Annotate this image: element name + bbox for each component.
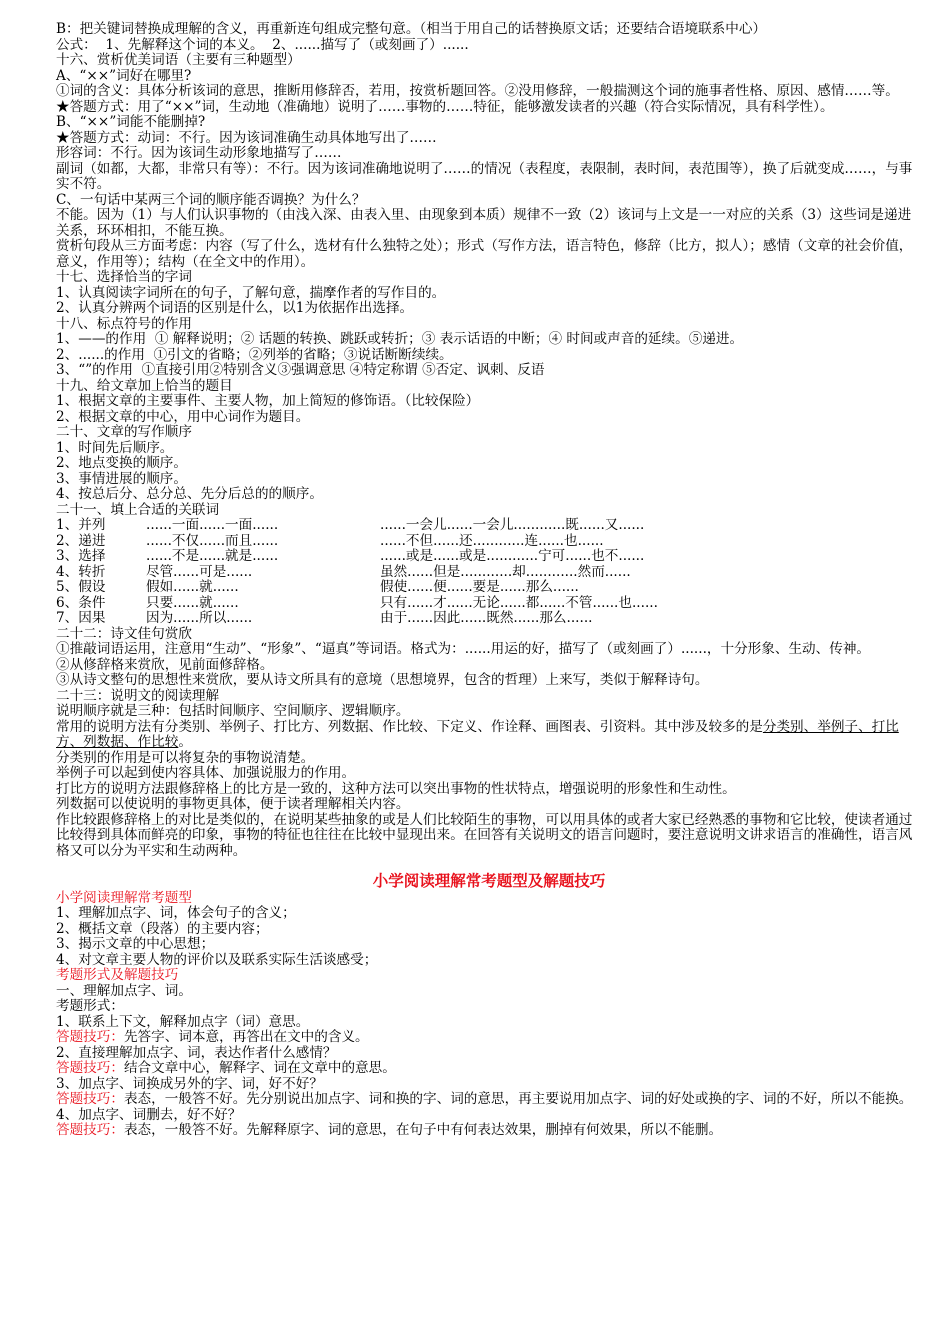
line-text: ①词的含义：具体分析该词的意思，推断用修辞否，若用，按赏析题回答。②没用修辞，一般揣测这个词的施事者性格、原因、感情……等。: [56, 83, 899, 99]
line-text: 1、理解加点字、词，体会句子的含义；: [56, 905, 296, 921]
answer-tip-label: 答题技巧：: [56, 1060, 124, 1076]
partD-line: [26, 1123, 922, 1139]
line-text: 4、按总后分、总分总、先分后总的的顺序。: [56, 486, 323, 502]
conjunction-row: [56, 565, 658, 581]
line-text: ①推敲词语运用，注意用“生动”、“形象”、“逼真”等词语。格式为：......用运的好，描写了（或刻画了）......，十分形象、生动、传神。: [56, 641, 871, 657]
partB-line: [26, 704, 922, 720]
line-text: 举例子可以起到使内容具体、加强说服力的作用。: [56, 765, 356, 781]
partA-line: [26, 146, 922, 162]
line-text: 3、事情进展的顺序。: [56, 470, 187, 487]
line-text: 1、——的作用 ① 解释说明；② 话题的转换、跳跃或转折；③ 表示话语的中断；④ 时间或声音的延续。⑤递进。: [56, 331, 744, 347]
conjunction-row: [56, 596, 658, 612]
conjunction-row: [56, 549, 658, 565]
partA-line: [26, 286, 922, 302]
conjunction-pair-a: 尽管......可是......: [146, 563, 253, 580]
line-text: 2、地点变换的顺序。: [56, 455, 187, 471]
partD-line: [26, 1015, 922, 1031]
partA-line: [26, 456, 922, 472]
line-text: 十八、标点符号的作用: [56, 315, 192, 332]
line-text: 赏析句段从三方面考虑：内容（写了什么，选材有什么独特之处）；形式（写作方法，语言特色，修辞（比方，拟人）；感情（文章的社会价值，意义，作用等）；结构（在全文中的作用）。: [56, 238, 913, 270]
conjunction-pair-a: ......不是......就是......: [146, 548, 279, 564]
line-text: 表态，一般答不好。先分别说出加点字、词和换的字、词的意思，再主要说用加点字、词的好处或换的字、词的不好，所以不能换。: [123, 1091, 913, 1107]
conjunction-row: [56, 611, 658, 627]
conjunction-type: 1、并列: [56, 517, 106, 533]
conjunction-pair-b: 由于......因此......既然......那么......: [380, 610, 593, 626]
answer-tip-label: 答题技巧：: [56, 1091, 124, 1107]
partA-line: [26, 394, 922, 410]
partC-line: [26, 751, 922, 767]
line-text: 形容词：不行。因为该词生动形象地描写了……: [56, 145, 342, 161]
methods-end: 。: [178, 734, 192, 750]
line-text: B：把关键词替换成理解的含义，再重新连句组成完整句意。（相当于用自己的话替换原文话；还要结合语境联系中心）: [56, 21, 767, 37]
partA-line: [26, 472, 922, 488]
line-text: 作比较跟修辞格上的对比是类似的，在说明某些抽象的或是人们比较陌生的事物，可以用具体的或者大家已经熟悉的事物和它比较，使读者通过比较得到具体而鲜亮的印象，事物的特征也往往在比较中显现出来。在回答有关说明文的语言问题时，要注意说明文讲求语言的准确性，语言风格又可以分为平实和生动两种。: [56, 811, 913, 859]
line-text: 十九、给文章加上恰当的题目: [56, 377, 233, 394]
partA-line: [26, 162, 922, 193]
conjunction-pair-b: ......或是......或是............宁可......也不......: [380, 548, 645, 564]
conjunction-pair-a: 因为......所以......: [146, 610, 253, 626]
line-text: 二十一、填上合适的关联词: [56, 501, 220, 518]
partD-line: [26, 999, 922, 1015]
section-part-c: [26, 751, 922, 860]
section-title: 小学阅读理解常考题型及解题技巧: [372, 871, 606, 890]
partA-line: [26, 38, 922, 54]
conjunction-pair-a: 只要......就......: [146, 594, 239, 611]
line-text: 2、概括文章（段落）的主要内容；: [56, 920, 269, 937]
line-text: 不能。因为（1）与人们认识事物的（由浅入深、由表入里、由现象到本质）规律不一致（2）该词与上文是一一对应的关系（3）这些词是递进关系，环环相扣，不能互换。: [56, 207, 912, 239]
partA-line: [26, 115, 922, 131]
partA-line: [26, 425, 922, 441]
partC-line: [26, 766, 922, 782]
partD-line: [26, 1092, 922, 1108]
partC-line: [26, 782, 922, 798]
conjunction-pair-a: 假如......就......: [146, 579, 239, 595]
line-text: B、“××”词能不能删掉?: [56, 114, 206, 130]
line-text: A、“××”词好在哪里?: [56, 67, 192, 84]
line-text: 小学阅读理解常考题型: [56, 889, 192, 906]
conjunction-pair-a: ......一面......一面......: [146, 517, 279, 533]
partD-line: [26, 906, 922, 922]
partA-line: [26, 410, 922, 426]
partC-line: [26, 797, 922, 813]
partD-line: [26, 1077, 922, 1093]
partD-line: [26, 922, 922, 938]
line-text: ②从修辞格来赏欣，见前面修辞格。: [56, 656, 274, 673]
line-text: 公式： 1、先解释这个词的本义。 2、......描写了（或刻画了）......: [56, 36, 469, 53]
methods-intro: 常用的说明方法有分类别、举例子、打比方、列数据、作比较、下定义、作诠释、画图表、引资料。其中涉及较多的是: [56, 718, 763, 735]
conjunction-row: [56, 534, 658, 550]
line-text: 4、加点字、词删去，好不好？: [56, 1106, 242, 1123]
partB-line: [26, 689, 922, 705]
section-part-b: [26, 627, 922, 720]
partA-line: [26, 441, 922, 457]
line-text: 十七、选择恰当的字词: [56, 269, 192, 285]
line-text: ★答题方式：动词：不行。因为该词准确生动具体地写出了……: [56, 129, 437, 146]
conjunction-type: 3、选择: [56, 548, 106, 564]
partA-line: [26, 487, 922, 503]
partA-line: [26, 69, 922, 85]
line-text: 先答字、词本意，再答出在文中的含义。: [123, 1029, 369, 1045]
explanation-methods-paragraph: [26, 720, 922, 751]
partA-line: [26, 363, 922, 379]
partA-line: [26, 379, 922, 395]
line-text: ★答题方式：用了“××”词，生动地（准确地）说明了……事物的……特征，能够激发读者的兴趣（符合实际情况，具有科学性）。: [56, 98, 834, 115]
partA-line: [26, 348, 922, 364]
partA-line: [26, 131, 922, 147]
partA-line: [26, 22, 922, 38]
partA-line: [26, 84, 922, 100]
line-text: 列数据可以使说明的事物更具体，便于读者理解相关内容。: [56, 796, 410, 812]
conjunction-pair-a: ......不仅......而且......: [146, 532, 279, 549]
conjunction-pair-b: ......不但......还............连......也......: [380, 532, 604, 549]
line-text: 2、直接理解加点字、词，表达作者什么感情？: [56, 1044, 337, 1061]
partD-line: [26, 953, 922, 969]
conjunction-table: [56, 518, 658, 627]
line-text: 3、加点字、词换成另外的字、词，好不好？: [56, 1075, 323, 1092]
line-text: 说明顺序就是三种：包括时间顺序、空间顺序、逻辑顺序。: [56, 703, 410, 719]
answer-tip-label: 答题技巧：: [56, 1029, 124, 1045]
partA-line: [26, 317, 922, 333]
partA-line: [26, 208, 922, 239]
line-text: 二十三：说明文的阅读理解: [56, 687, 220, 704]
partA-line: [26, 100, 922, 116]
partD-line: [26, 891, 922, 907]
line-text: 二十、文章的写作顺序: [56, 424, 192, 440]
conjunction-pair-b: 只有......才......无论......都......不管......也......: [380, 594, 658, 611]
line-text: 打比方的说明方法跟修辞格上的比方是一致的，这种方法可以突出事物的性状特点，增强说明的形象性和生动性。: [56, 780, 736, 797]
partA-line: [26, 270, 922, 286]
section-part-a: [26, 22, 922, 518]
conjunction-pair-b: 假使......便......要是......那么......: [380, 579, 579, 595]
line-text: 1、认真阅读字词所在的句子，了解句意，揣摩作者的写作目的。: [56, 284, 446, 301]
line-text: ③从诗文整句的思想性来赏欣，要从诗文所具有的意境（思想境界，包含的哲理）上来写，类似于解释诗句。: [56, 672, 709, 688]
line-text: 2、认真分辨两个词语的区别是什么，以1为依据作出选择。: [56, 300, 414, 316]
conjunction-pair-b: 虽然......但是............却............然而......: [380, 563, 631, 580]
conjunction-type: 5、假设: [56, 579, 106, 595]
partA-line: [26, 503, 922, 519]
line-text: 一、理解加点字、词。: [56, 982, 192, 999]
conjunction-type: 6、条件: [56, 594, 106, 611]
line-text: 表态，一般答不好。先解释原字、词的意思，在句子中有何表达效果，删掉有何效果，所以不能删。: [123, 1122, 723, 1138]
partA-line: [26, 239, 922, 270]
line-text: 十六、赏析优美词语（主要有三种题型）: [56, 52, 301, 68]
line-text: 1、联系上下文，解释加点字（词）意思。: [56, 1013, 310, 1030]
partD-line: [26, 968, 922, 984]
line-text: 考题形式：: [56, 998, 124, 1014]
line-text: 二十二：诗文佳句赏欣: [56, 625, 192, 642]
partB-line: [26, 627, 922, 643]
partC-line: [26, 813, 922, 860]
partB-line: [26, 673, 922, 689]
line-text: 4、对文章主要人物的评价以及联系实际生活谈感受；: [56, 951, 378, 968]
conjunction-type: 2、递进: [56, 532, 106, 549]
partD-line: [26, 984, 922, 1000]
methods-underlined: 分类别、举例子、打比方、列数据、作比较: [56, 718, 899, 750]
conjunction-pair-b: ......一会儿......一会儿............既......又......: [380, 517, 645, 533]
partD-line: [26, 1061, 922, 1077]
partB-line: [26, 642, 922, 658]
line-text: 结合文章中心，解释字、词在文章中的意思。: [123, 1060, 396, 1076]
section-part-d: [26, 891, 922, 1139]
line-text: C、一句话中某两三个词的顺序能否调换？为什么？: [56, 191, 366, 208]
line-text: 3、揭示文章的中心思想；: [56, 936, 215, 952]
line-text: 3、“”的作用 ①直接引用②特别含义③强调意思 ④特定称谓 ⑤否定、讽刺、反语: [56, 362, 545, 378]
line-text: 分类别的作用是可以将复杂的事物说清楚。: [56, 749, 315, 766]
line-text: 1、根据文章的主要事件、主要人物，加上简短的修饰语。（比较保险）: [56, 393, 480, 409]
line-text: 2、根据文章的中心，用中心词作为题目。: [56, 408, 310, 425]
line-text: 副词（如都，大都，非常只有等）：不行。因为该词准确地说明了……的情况（表程度，表限制，表时间，表范围等），换了后就变成……，与事实不符。: [56, 160, 913, 192]
conjunction-row: [56, 580, 658, 596]
partD-line: [26, 1030, 922, 1046]
conjunction-row: [56, 518, 658, 534]
line-text: 2、......的作用 ①引文的省略；②列举的省略；③说话断断续续。: [56, 346, 453, 363]
conjunction-type: 4、转折: [56, 563, 106, 580]
partD-line: [26, 1108, 922, 1124]
partA-line: [26, 193, 922, 209]
conjunction-type: 7、因果: [56, 610, 106, 626]
answer-tip-label: 答题技巧：: [56, 1122, 124, 1138]
partD-line: [26, 937, 922, 953]
partA-line: [26, 53, 922, 69]
partD-line: [26, 1046, 922, 1062]
line-text: 考题形式及解题技巧: [56, 967, 179, 983]
partA-line: [26, 301, 922, 317]
partB-line: [26, 658, 922, 674]
line-text: 1、时间先后顺序。: [56, 439, 174, 456]
partA-line: [26, 332, 922, 348]
